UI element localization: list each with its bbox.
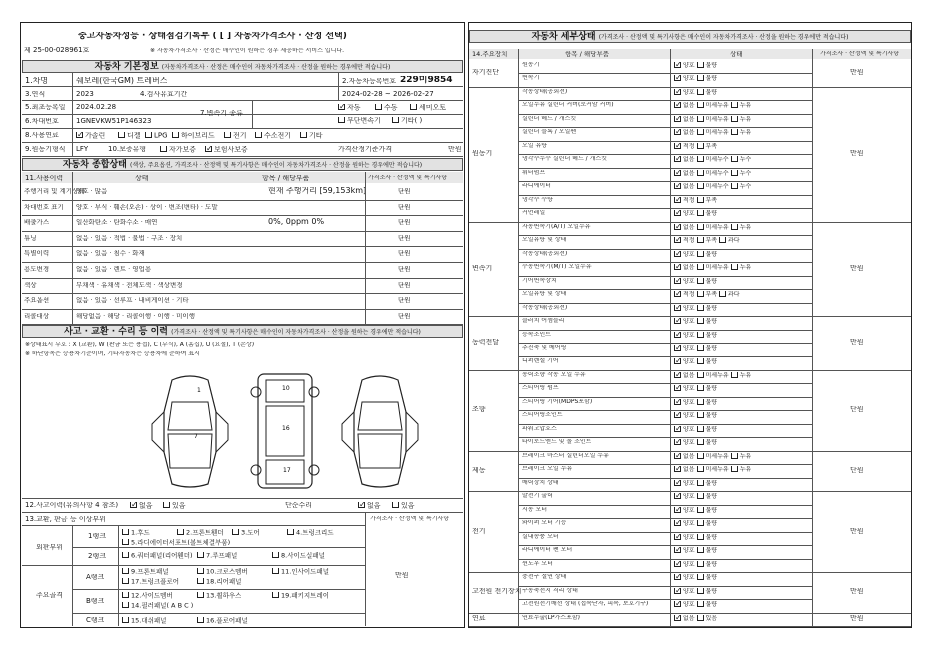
- rank-item: 15.대쉬패널: [122, 617, 166, 624]
- detail-row-item: 실린더 헤드 / 개스킷: [522, 115, 577, 122]
- trans-opt-cvt: 무단변속기: [338, 117, 381, 125]
- detail-row-state: ✓ 양호 불량: [674, 385, 717, 392]
- detail-group-unit: 단원: [850, 406, 864, 414]
- detail-row-line: [518, 559, 812, 560]
- detail-group-unit: 만원: [850, 150, 864, 158]
- detail-row-state: ✓ 없음 미세누수 누수: [674, 156, 751, 163]
- detail-row-item: 실내송풍 모터: [522, 533, 559, 540]
- detail-group-line: [469, 222, 911, 223]
- detail-row-line: [518, 181, 812, 182]
- overall-row-line: [22, 262, 463, 263]
- overall-row-label: 리콜대상: [24, 312, 50, 320]
- overall-row-state: 양호 · 부식 · 훼손(오손) · 상이 · 변조(변타) · 도말: [76, 203, 218, 211]
- detail-row-item: 브레이크 마스터 실린더오일 누유: [522, 452, 609, 459]
- exchange-price-col: 가격조사 · 산정액 및 특기사항: [370, 516, 450, 522]
- detail-row-line: [518, 208, 812, 209]
- detail-row-item: 커먼레일: [522, 210, 546, 217]
- overall-row-state: 없음 · 있음 · 적법 · 불법 · 구조 · 장치: [76, 234, 183, 242]
- overall-row-unit: 단원: [398, 266, 411, 273]
- detail-row-item: 스티어링 기어(MDPS포함): [522, 398, 593, 405]
- detail-group-name: 원동기: [472, 150, 493, 158]
- detail-row-state: ✓ 없음 미세누수 누수: [674, 170, 751, 177]
- rank-item: 8.사이드실패널: [272, 552, 325, 559]
- detail-row-line: [518, 437, 812, 438]
- detail-row-line: [518, 276, 812, 277]
- detail-row-state: ✓ 양호 불량: [674, 574, 717, 581]
- legend-note: ※ 하단항목은 승용차기준이며, 기타자동차는 승용차에 준하여 표시: [25, 351, 200, 357]
- first-reg-label: 5.최초등록일: [25, 104, 66, 111]
- detail-group-line: [469, 491, 911, 492]
- rank-item: 17.트렁크플로어: [122, 578, 179, 585]
- overall-row-unit: 단원: [398, 250, 411, 257]
- rank-item: 19.패키지트레이: [272, 592, 329, 599]
- detail-row-state: ✓ 없음 미세누유 누유: [674, 102, 751, 109]
- detail-row-line: [518, 397, 812, 398]
- outer-panel-label: 외판부위: [36, 544, 64, 551]
- fuel-label: 8.사용연료: [25, 132, 59, 139]
- fuel-opt-etc: 기타: [300, 132, 323, 140]
- rank-item: 13.휠하우스: [197, 592, 241, 599]
- year-value: 2023: [76, 91, 94, 98]
- overall-row-detail: 현재 주행거리 [59,153km]: [268, 187, 367, 195]
- detail-row-item: 원동기: [522, 62, 540, 68]
- transmission-label: 7.변속기 종류: [200, 110, 243, 117]
- overall-row-unit: 단원: [398, 188, 411, 195]
- svg-text:1: 1: [197, 387, 201, 394]
- detail-row-item: 윈도우 모터: [522, 560, 553, 567]
- detail-row-item: 라디에이터: [522, 183, 551, 190]
- service-note: ※ 자동차가격조사 · 산정은 매수인이 원하는 경우 제공하는 서비스 입니다.: [150, 48, 345, 54]
- detail-row-line: [518, 343, 812, 344]
- detail-row-item: 충전구 절연 상태: [522, 574, 567, 581]
- detail-row-line: [518, 383, 812, 384]
- repair-opt-none: ✓ 없음: [358, 502, 381, 510]
- fuel-opt-hybrid: 하이브리드: [172, 132, 215, 140]
- inspection-validity-value: 2024-02-28 ~ 2026-02-27: [342, 91, 434, 98]
- detail-row-item: 워터펌프: [522, 169, 546, 176]
- detail-row-line: [518, 410, 812, 411]
- detail-row-state: ✓ 양호 불량: [674, 547, 717, 554]
- overall-row-line: [22, 215, 463, 216]
- overall-row-unit: 단원: [398, 312, 411, 320]
- detail-status-header: 자동차 세부상태 (가격조사 · 산정액 및 특기사항은 매수인이 자동차가격조사 · 산정을 원하는 경우에만 적습니다): [469, 30, 911, 43]
- detail-row-item: 구동축전지 격리 상태: [522, 587, 578, 594]
- detail-row-line: [518, 154, 812, 155]
- detail-row-state: ✓ 없음 미세누수 누수: [674, 183, 751, 190]
- detail-row-line: [518, 195, 812, 196]
- accident-header: 사고 · 교환 · 수리 등 이력 (가격조사 · 산정액 및 특기사항은 매수인이 자동차가격조사 · 산정을 원하는 경우에만 적습니다): [22, 325, 463, 338]
- detail-row-item: 시동 모터: [522, 506, 548, 513]
- detail-group-name: 제동: [472, 467, 486, 475]
- car-frame-diagram: [250, 372, 320, 490]
- detail-row-state: ✓ 양호 불량: [674, 75, 717, 82]
- detail-row-state: ✓ 양호 불량: [674, 358, 717, 365]
- exchange-title: 13.교환, 판금 등 이상부위: [25, 516, 106, 523]
- overall-row-unit: 단원: [398, 281, 411, 289]
- detail-row-line: [518, 168, 812, 169]
- rank-item: 10.크로스멤버: [197, 568, 248, 575]
- rank-item: 14.필러패널( A B C ): [122, 602, 193, 609]
- fuel-opt-hydrogen: 수소전기: [255, 132, 291, 140]
- detail-row-state: ✓ 양호 불량: [674, 439, 717, 446]
- rank-item: 6.쿼터패널(리어휀더): [122, 552, 193, 559]
- warranty-self: 자가보증: [160, 146, 196, 154]
- accident-opt-none: ✓ 없음: [130, 502, 153, 510]
- doc-number: 제 25-00-028961호: [24, 47, 90, 54]
- overall-row-state: 양호 · 많음: [76, 188, 108, 195]
- detail-row-item: 동력조향 작동 오일 누유: [522, 371, 586, 378]
- detail-row-item: 냉각수누수 실린더 헤드 / 개스킷: [522, 156, 607, 163]
- overall-row-label: 특별이력: [24, 250, 50, 257]
- car-side-right-diagram: [340, 372, 420, 490]
- detail-row-state: ✓ 양호 불량: [674, 480, 717, 487]
- detail-row-state: ✓ 양호 불량: [674, 426, 717, 433]
- rank-item: 4.트렁크리드: [287, 529, 334, 536]
- basic-info-header: 자동차 기본정보 (자동차가격조사 · 산정은 매수인이 자동차가격조사 · 산정을 원하는 경우에만 적습니다): [22, 60, 463, 73]
- detail-row-state: ✓ 양호 불량: [674, 399, 717, 406]
- overall-col-state: 상태: [135, 175, 149, 182]
- detail-row-state: ✓ 없음 미세누유 누유: [674, 466, 751, 473]
- detail-row-line: [518, 330, 812, 331]
- overall-row-state: 무채색 · 유채색 · 전체도색 · 색상변경: [76, 281, 183, 289]
- rank-item: 2.프론트휀더: [177, 529, 224, 536]
- detail-row-line: [518, 262, 812, 263]
- detail-group-line: [469, 316, 911, 317]
- overall-row-line: [22, 278, 463, 279]
- detail-row-state: ✓ 없음 미세누유 누유: [674, 129, 751, 136]
- rank-item: 1.후드: [122, 529, 150, 536]
- detail-row-line: [518, 424, 812, 425]
- detail-row-line: [518, 599, 812, 600]
- detail-row-item: 기어변속장치: [522, 277, 557, 284]
- overall-col-usage: 11.사용이력: [25, 175, 64, 182]
- detail-row-item: 디퍼렌셜 기어: [522, 358, 559, 365]
- rankA-label: A랭크: [86, 574, 105, 581]
- detail-row-state: ✓ 없음 미세누유 누유: [674, 372, 751, 379]
- detail-row-item: 스티어링 펌프: [522, 385, 559, 392]
- detail-group-line: [469, 572, 911, 573]
- overall-row-line: [22, 200, 463, 201]
- detail-group-name: 변속기: [472, 264, 493, 272]
- trans-opt-auto: ✓자동: [338, 104, 361, 112]
- rank2-label: 2랭크: [88, 553, 106, 560]
- trans-opt-semi: 세미오토: [410, 104, 446, 112]
- detail-group-unit: 만원: [850, 527, 864, 535]
- detail-row-line: [518, 586, 812, 587]
- detail-row-state: ✓ 양호 불량: [674, 601, 717, 608]
- detail-col-state: 상태: [730, 51, 743, 58]
- detail-row-state: ✓ 양호 불량: [674, 251, 717, 258]
- rank-item: 9.프론트패널: [122, 568, 169, 575]
- detail-row-line: [518, 464, 812, 465]
- detail-row-item: 발전기 출력: [522, 493, 553, 500]
- detail-row-line: [518, 289, 812, 290]
- repair-opt-yes: 있음: [392, 502, 415, 510]
- detail-group-unit: 만원: [850, 69, 864, 77]
- detail-row-item: 스티어링조인트: [522, 412, 563, 419]
- overall-row-state: 없음 · 있음 · 렌트 · 영업용: [76, 266, 152, 273]
- detail-group-line: [469, 626, 911, 627]
- detail-group-name: 연료: [472, 615, 486, 623]
- reg-number-value: 229미9854: [400, 76, 453, 85]
- svg-text:17: 17: [283, 467, 291, 474]
- price-basis-label: 가격산정기준가격: [338, 146, 393, 153]
- detail-row-item: 파워고압호스: [522, 425, 557, 432]
- svg-text:16: 16: [282, 425, 290, 432]
- rankB-label: B랭크: [86, 598, 105, 605]
- overall-row-label: 차대번호 표기: [24, 203, 64, 211]
- overall-col-price: 가격조사 · 산정액 및 특기사항: [368, 175, 448, 181]
- rank-item: 12.사이드멤버: [122, 592, 173, 599]
- detail-row-item: 작동상태(공회전): [522, 88, 568, 95]
- detail-col-device: 14.주요장치: [472, 51, 508, 58]
- detail-row-line: [518, 532, 812, 533]
- detail-row-line: [518, 518, 812, 519]
- detail-group-line: [469, 370, 911, 371]
- year-label: 3.연식: [25, 91, 46, 98]
- detail-row-line: [518, 303, 812, 304]
- detail-group-line: [469, 87, 911, 88]
- overall-row-state: 없음 · 있음 · 침수 · 화재: [76, 250, 145, 257]
- svg-text:7: 7: [194, 433, 198, 440]
- detail-row-line: [518, 356, 812, 357]
- detail-group-unit: 단원: [850, 467, 864, 475]
- overall-row-label: 주요옵션: [24, 297, 50, 304]
- first-reg-value: 2024.02.28: [76, 104, 117, 111]
- detail-row-state: ✓ 양호 불량: [674, 305, 717, 312]
- detail-row-state: ✓ 양호 불량: [674, 62, 717, 69]
- trans-opt-manual: 수동: [375, 104, 398, 112]
- overall-col-item: 항목 / 해당부품: [262, 175, 310, 182]
- overall-row-unit: 단원: [398, 203, 411, 211]
- engine-type-label: 9.원동기형식: [25, 146, 66, 153]
- price-basis-unit: 만원: [448, 146, 462, 153]
- detail-row-state: ✓ 양호 불량: [674, 332, 717, 339]
- simple-repair-label: 단순수리: [285, 502, 313, 509]
- detail-row-item: 실린더 블록 / 오일팬: [522, 129, 577, 136]
- detail-col-item: 항목 / 해당부품: [565, 51, 609, 58]
- page-title: 중고자동차성능 · 상태점검기록부 ( [ ] 자동차가격조사 · 산정 선택): [78, 32, 347, 41]
- detail-row-state: ✓ 양호 불량: [674, 520, 717, 527]
- trans-opt-etc: 기타( ): [392, 117, 422, 125]
- detail-row-item: 추진축 및 베어링: [522, 345, 567, 351]
- detail-row-line: [518, 127, 812, 128]
- overall-row-unit: 단원: [398, 219, 411, 226]
- detail-row-state: ✓ 양호 불량: [674, 534, 717, 541]
- detail-row-item: 오일유량 및 상태: [522, 291, 567, 298]
- reg-number-label: 2.자동차등록번호: [342, 78, 397, 85]
- detail-row-state: ✓ 양호 불량: [674, 210, 717, 217]
- detail-group-line: [469, 451, 911, 452]
- overall-row-line: [22, 231, 463, 232]
- frame-label: 주요골격: [36, 592, 64, 599]
- detail-row-line: [518, 249, 812, 250]
- detail-row-state: ✓ 적정 부족: [674, 143, 717, 150]
- detail-row-state: ✓ 양호 불량: [674, 507, 717, 514]
- detail-row-item: 등속조인트: [522, 331, 551, 338]
- detail-row-line: [518, 100, 812, 101]
- rankC-label: C랭크: [86, 617, 105, 624]
- detail-row-state: ✓ 양호 불량: [674, 588, 717, 595]
- rank-item: 18.리어패널: [197, 578, 241, 585]
- car-name-label: 1.차명: [25, 77, 49, 85]
- svg-text:10: 10: [282, 385, 290, 392]
- detail-row-item: 타이로드엔드 및 볼 조인트: [522, 439, 592, 446]
- detail-row-item: 자동변속기(A/T) 오일누유: [522, 223, 591, 230]
- detail-row-item: 변속기: [522, 75, 540, 82]
- overall-row-state: 일산화탄소 · 탄화수소 · 매연: [76, 219, 158, 226]
- detail-row-item: 와이퍼 모터 기능: [522, 520, 567, 527]
- legend-codes: ※상태표시 부호 : X (교환), W (판금 또는 용접), C (부식), A (흠집), U (요철), T (손상): [25, 342, 255, 348]
- overall-row-label: 배출가스: [24, 219, 50, 226]
- overall-row-detail: 0%, 0ppm 0%: [268, 218, 325, 227]
- detail-group-name: 전기: [472, 527, 486, 535]
- overall-row-state: 없음 · 있음 · 선루프 · 내비게이션 · 기타: [76, 297, 189, 304]
- overall-row-unit: 단원: [398, 234, 411, 242]
- detail-row-line: [518, 505, 812, 506]
- rank-item: 16.플로어패널: [197, 617, 248, 624]
- detail-row-state: ✓ 적정 부족 과다: [674, 291, 740, 298]
- detail-row-item: 작동상태(공회전): [522, 304, 568, 311]
- fuel-opt-gasoline: ✓ 가솔린: [76, 132, 105, 140]
- detail-row-line: [518, 141, 812, 142]
- detail-row-line: [518, 73, 812, 74]
- car-side-left-diagram: [150, 372, 230, 490]
- detail-col-price: 가격조사 · 산정액 및 특기사항: [820, 51, 900, 57]
- overall-row-line: [22, 246, 463, 247]
- rank1-label: 1랭크: [88, 533, 106, 540]
- overall-row-label: 주행거리 및 계기상태: [24, 188, 85, 195]
- detail-group-name: 고전원 전기장치: [472, 588, 522, 596]
- detail-row-state: ✓ 없음 미세누유 누유: [674, 224, 751, 231]
- detail-row-item: 연료누출(LP가스포함): [522, 614, 581, 621]
- detail-row-state: ✓ 없음 미세누유 누유: [674, 116, 751, 123]
- rank-item: 7.루프패널: [197, 552, 237, 559]
- rank-item: 11.인사이드패널: [272, 568, 329, 575]
- detail-group-line: [469, 613, 911, 614]
- overall-status-header: 자동차 종합상태 (색상, 주요옵션, 가격조사 · 산정액 및 특기사항은 매수인이 자동차가격조사 · 산정을 원하는 경우에만 적습니다): [22, 158, 463, 171]
- detail-row-line: [518, 235, 812, 236]
- detail-row-line: [518, 478, 812, 479]
- detail-row-line: [518, 545, 812, 546]
- rank-item: 3.도어: [232, 529, 260, 536]
- detail-row-item: 라디에이터 팬 모터: [522, 547, 573, 554]
- detail-row-line: [518, 114, 812, 115]
- fuel-opt-electric: 전기: [224, 132, 247, 140]
- fuel-opt-diesel: 디젤: [118, 132, 141, 140]
- detail-row-item: 오일누유 실린더 커버(로커암 커버): [522, 102, 614, 109]
- warranty-insurer: ✓ 보험사보증: [205, 146, 248, 154]
- detail-row-state: ✓ 양호 불량: [674, 278, 717, 285]
- vin-label: 6.차대번호: [25, 118, 59, 125]
- warranty-type-label: 10.보증유형: [108, 146, 147, 153]
- car-name-value: 쉐보레(한국GM) 트레버스: [76, 77, 168, 85]
- detail-row-item: 오일유량 및 상태: [522, 237, 567, 244]
- overall-row-unit: 단원: [398, 297, 411, 304]
- detail-row-item: 브레이크 오일 누유: [522, 466, 573, 473]
- fuel-opt-lpg: LPG: [145, 132, 168, 140]
- inspection-validity-label: 4.검사유효기간: [140, 91, 188, 98]
- accident-history-label: 12.사고이력(유의사항 4 참조): [25, 502, 119, 509]
- overall-row-label: 튜닝: [24, 234, 37, 242]
- overall-row-line: [22, 309, 463, 310]
- detail-group-name: 조향: [472, 406, 486, 414]
- engine-type-value: LFY: [76, 146, 89, 153]
- detail-row-state: ✓ 양호 불량: [674, 412, 717, 419]
- detail-row-state: ✓ 양호 불량: [674, 345, 717, 352]
- vin-value: 1GNEVKW51P146323: [76, 118, 152, 125]
- overall-row-line: [22, 293, 463, 294]
- detail-row-state: ✓ 적정 부족 과다: [674, 237, 740, 244]
- overall-row-label: 용도변경: [24, 266, 50, 273]
- detail-row-item: 클러치 어셈블리: [522, 318, 565, 325]
- detail-row-item: 배력장치 상태: [522, 479, 559, 486]
- detail-row-state: ✓ 적정 부족: [674, 197, 717, 204]
- detail-row-state: ✓ 없음 미세누유 누유: [674, 264, 751, 271]
- detail-row-state: ✓ 양호 불량: [674, 318, 717, 325]
- detail-row-item: 냉각수 수량: [522, 196, 553, 203]
- detail-group-unit: 만원: [850, 588, 864, 596]
- detail-group-name: 자기진단: [472, 69, 500, 77]
- detail-group-unit: 만원: [850, 615, 864, 623]
- overall-row-label: 색상: [24, 281, 37, 289]
- accident-opt-yes: 있음: [163, 502, 186, 510]
- detail-row-state: ✓ 양호 불량: [674, 493, 717, 500]
- detail-row-state: ✓ 양호 불량: [674, 89, 717, 96]
- frame-price-unit: 만원: [395, 572, 409, 579]
- detail-row-state: ✓ 없음 있음: [674, 615, 717, 622]
- detail-row-state: ✓ 양호 불량: [674, 561, 717, 568]
- detail-row-item: 수동변속기(M/T) 오일누유: [522, 264, 592, 271]
- detail-group-name: 동력전달: [472, 339, 500, 346]
- detail-row-item: 고전원전기배선 상태 (접속단자, 피복, 보호기구): [522, 601, 649, 608]
- detail-group-unit: 만원: [850, 339, 864, 346]
- detail-row-item: 오일 유량: [522, 142, 548, 149]
- overall-row-state: 해당없음 · 해당 · 리콜이행 · 이행 · 미이행: [76, 312, 195, 320]
- detail-row-item: 작동상태(공회전): [522, 250, 568, 257]
- detail-row-state: ✓ 없음 미세누유 누유: [674, 453, 751, 460]
- detail-group-unit: 만원: [850, 264, 864, 272]
- rank-item: 5.라디에이터서포트(볼트체결부품): [122, 539, 230, 546]
